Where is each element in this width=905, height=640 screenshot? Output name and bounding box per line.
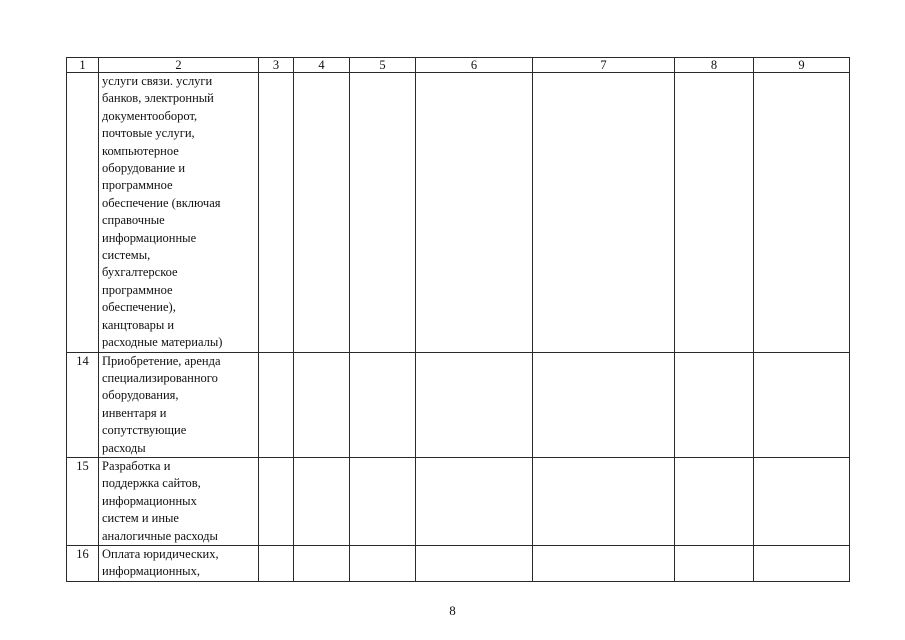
column-header-5: 5 (350, 58, 416, 73)
column-header-1: 1 (67, 58, 99, 73)
table-cell (754, 545, 850, 581)
row-description: Приобретение, аренда специализированного оборудования, инвентаря и сопутствующие расходы (99, 352, 259, 457)
table-cell (350, 352, 416, 457)
table-cell (754, 457, 850, 545)
row-description: Разработка и поддержка сайтов, информационных систем и иные аналогичные расходы (99, 457, 259, 545)
table-cell (533, 457, 675, 545)
table-cell (294, 457, 350, 545)
header-row (67, 58, 850, 73)
table-cell (350, 457, 416, 545)
column-header-3: 3 (259, 58, 294, 73)
table-cell (675, 73, 754, 353)
table-cell (675, 457, 754, 545)
table-cell (754, 352, 850, 457)
table-cell (259, 545, 294, 581)
row-description: услуги связи. услуги банков, электронный документооборот, почтовые услуги, компьютерное оборудование и программное обеспечение (включая справочные информационные системы, бухгалтерское программное обеспечение), канцтовары и расходные материалы) (99, 73, 259, 353)
table-cell (259, 352, 294, 457)
column-header-8: 8 (675, 58, 754, 73)
column-header-9: 9 (754, 58, 850, 73)
table-cell (416, 352, 533, 457)
table-cell (259, 73, 294, 353)
column-header-4: 4 (294, 58, 350, 73)
column-header-6: 6 (416, 58, 533, 73)
table-cell (350, 545, 416, 581)
table-cell (416, 73, 533, 353)
table-cell (259, 457, 294, 545)
page-number: 8 (449, 603, 456, 618)
table-row (67, 73, 850, 353)
column-header-2: 2 (99, 58, 259, 73)
table-cell (294, 73, 350, 353)
table-row (67, 457, 850, 545)
row-number: 14 (67, 352, 99, 457)
row-number (67, 73, 99, 353)
table-cell (754, 73, 850, 353)
table-row (67, 545, 850, 581)
table-cell (675, 352, 754, 457)
row-number: 16 (67, 545, 99, 581)
budget-table (66, 57, 850, 582)
table-cell (350, 73, 416, 353)
table-cell (294, 352, 350, 457)
table-cell (416, 545, 533, 581)
table-cell (533, 545, 675, 581)
table-cell (675, 545, 754, 581)
table-cell (294, 545, 350, 581)
row-description: Оплата юридических, информационных, (99, 545, 259, 581)
row-number: 15 (67, 457, 99, 545)
column-header-7: 7 (533, 58, 675, 73)
table-cell (416, 457, 533, 545)
table-cell (533, 73, 675, 353)
table-cell (533, 352, 675, 457)
table-row (67, 352, 850, 457)
